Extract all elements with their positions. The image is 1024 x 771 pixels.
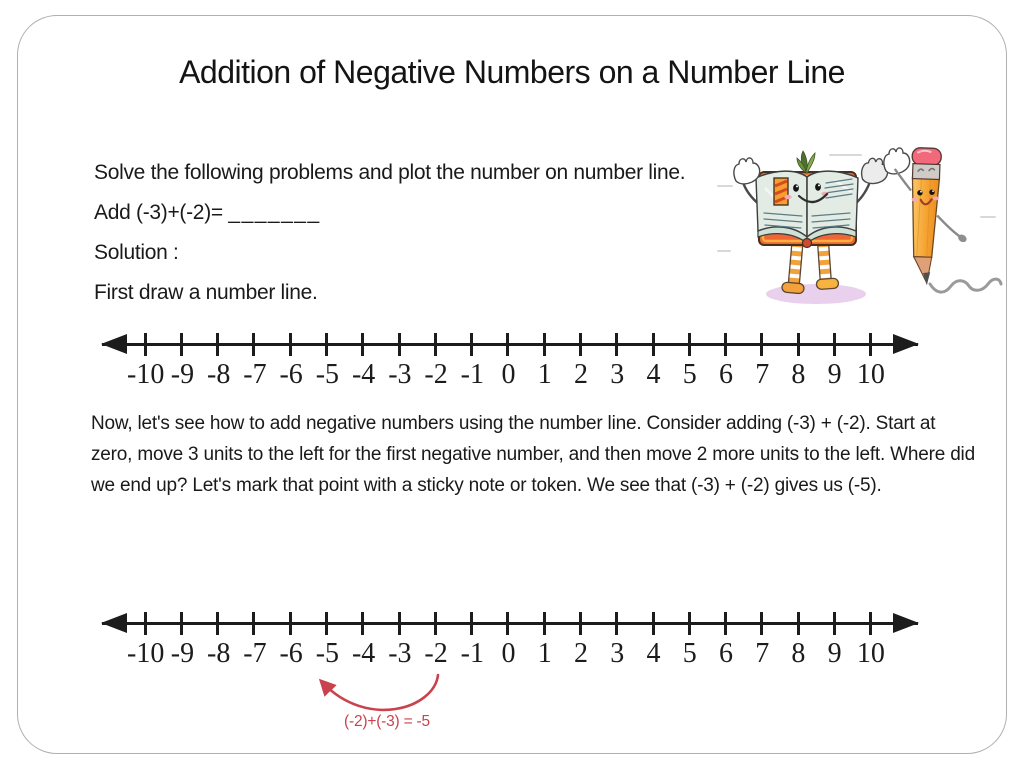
tick-mark (289, 333, 292, 356)
tick-label: 7 (755, 359, 770, 390)
problem-block (94, 153, 685, 313)
jump-annotation-label: (-2)+(-3) = -5 (344, 713, 430, 730)
tick-mark (869, 612, 872, 635)
tick-mark (180, 612, 183, 635)
tick-label: 1 (537, 359, 552, 390)
tick-mark (216, 333, 219, 356)
tick-mark (760, 333, 763, 356)
tick-label: 10 (856, 359, 885, 390)
tick-label: 3 (610, 638, 625, 669)
solution-label: Solution : (94, 241, 179, 264)
answer-blank: _______ (228, 201, 321, 224)
tick-mark (652, 333, 655, 356)
tick-label: -3 (388, 638, 412, 669)
tick-label: -7 (243, 359, 267, 390)
tick-labels-row (127, 640, 889, 668)
tick-label: -6 (279, 638, 303, 669)
tick-mark (760, 612, 763, 635)
tick-mark (289, 612, 292, 635)
tick-mark (434, 333, 437, 356)
step-text: First draw a number line. (94, 281, 318, 304)
tick-mark (688, 333, 691, 356)
pencil-body-icon (910, 178, 940, 258)
tick-mark (398, 333, 401, 356)
tick-label: -9 (170, 359, 195, 390)
book-character (734, 151, 890, 294)
tick-label: 2 (574, 638, 589, 669)
tick-label: 7 (755, 638, 770, 669)
pencil-character (884, 147, 1001, 292)
tick-label: 6 (718, 359, 733, 390)
tick-mark (325, 333, 328, 356)
bookmark-icon (774, 178, 788, 205)
explanation-text: Now, let's see how to add negative numbers using the number line. Consider adding (-3) + (-2). Start at zero, move 3 units to the left for the first negative number, and then move 2 more units to the left. Where did we end up? Let's mark that point with a sticky note or token. We see that (-3) + (-2) gives us (-5). (91, 413, 975, 496)
tick-mark (724, 612, 727, 635)
tick-mark (144, 612, 147, 635)
tick-mark (144, 333, 147, 356)
book-and-pencil-illustration (714, 125, 1004, 320)
tick-labels-row (127, 361, 889, 389)
pencil-wood-tip-icon (913, 257, 932, 284)
tick-mark (688, 612, 691, 635)
tick-mark (869, 333, 872, 356)
tick-label: 9 (827, 638, 842, 669)
number-line-1 (102, 331, 918, 395)
tick-mark (252, 612, 255, 635)
tick-label: -2 (424, 359, 448, 390)
tick-mark (797, 333, 800, 356)
tick-label: -10 (127, 638, 165, 669)
tick-mark (252, 333, 255, 356)
problem-equation (94, 193, 685, 233)
tick-mark (615, 612, 618, 635)
tick-label: -2 (424, 638, 448, 669)
tick-mark (579, 333, 582, 356)
tick-label: 10 (856, 638, 885, 669)
tick-mark (361, 333, 364, 356)
ferrule-icon (912, 164, 940, 180)
tick-label: 1 (537, 638, 552, 669)
squiggle-line-icon (930, 279, 1001, 292)
tick-label: -7 (243, 638, 267, 669)
tick-label: 8 (791, 359, 806, 390)
tick-mark (797, 612, 800, 635)
tick-label: 0 (501, 638, 516, 669)
tick-mark (506, 612, 509, 635)
tick-mark (543, 612, 546, 635)
tick-mark (361, 612, 364, 635)
tick-label: -6 (279, 359, 303, 390)
tick-label: 8 (791, 638, 806, 669)
tick-mark (470, 333, 473, 356)
tick-mark (180, 333, 183, 356)
tick-mark (833, 333, 836, 356)
instruction-text: Solve the following problems and plot the number on number line. (94, 161, 686, 184)
tick-label: -4 (351, 359, 376, 390)
equation-text: Add (-3)+(-2)= (94, 201, 229, 224)
tick-mark (833, 612, 836, 635)
tick-mark (652, 612, 655, 635)
page-title: Addition of Negative Numbers on a Number Line (179, 54, 845, 90)
tick-label: 2 (574, 359, 589, 390)
tick-marks-row (127, 612, 889, 635)
tick-label: -3 (388, 359, 412, 390)
tick-label: 5 (682, 359, 697, 390)
tick-label: -1 (460, 359, 484, 390)
sprout-icon (797, 151, 815, 173)
tick-mark (543, 333, 546, 356)
tick-mark (398, 612, 401, 635)
tick-label: 6 (718, 638, 733, 669)
tick-mark (506, 333, 509, 356)
tick-mark (470, 612, 473, 635)
tick-mark (724, 333, 727, 356)
tick-label: 9 (827, 359, 842, 390)
tick-label: 4 (646, 359, 661, 390)
book-right-page-icon (807, 171, 858, 237)
tick-label: -5 (315, 359, 340, 390)
tick-mark (615, 333, 618, 356)
tick-label: -1 (460, 638, 484, 669)
number-line-2 (102, 610, 918, 674)
tick-label: 4 (646, 638, 661, 669)
pencil-right-arm-icon (936, 215, 960, 236)
tick-label: -4 (351, 638, 376, 669)
book-shadow (766, 284, 866, 304)
tick-marks-row (127, 333, 889, 356)
tick-label: -8 (207, 359, 231, 390)
tick-label: -5 (315, 638, 340, 669)
tick-label: -9 (170, 638, 195, 669)
tick-label: 5 (682, 638, 697, 669)
tick-mark (216, 612, 219, 635)
worksheet-card (17, 15, 1007, 754)
tick-label: 3 (610, 359, 625, 390)
tick-label: 0 (501, 359, 516, 390)
tick-mark (434, 612, 437, 635)
book-left-glove-icon (734, 158, 760, 184)
tick-label: -10 (127, 359, 165, 390)
tick-mark (325, 612, 328, 635)
tick-mark (579, 612, 582, 635)
tick-label: -8 (207, 638, 231, 669)
